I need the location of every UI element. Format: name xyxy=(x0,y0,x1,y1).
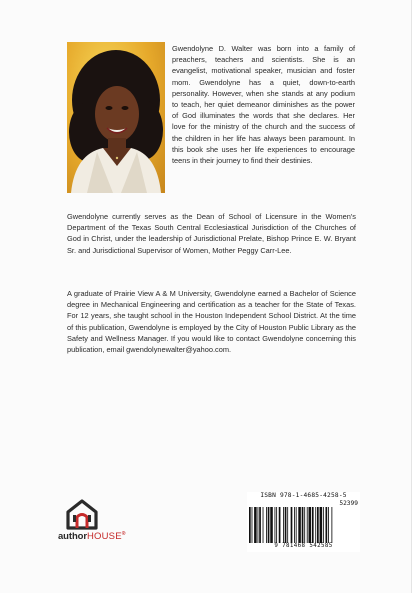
barcode-stripe xyxy=(268,507,270,543)
barcode-stripe xyxy=(249,507,251,543)
barcode-stripe xyxy=(304,507,305,543)
author-photo xyxy=(67,42,165,193)
barcode-stripe xyxy=(287,507,288,543)
barcode-stripe xyxy=(270,507,273,543)
barcode-stripe xyxy=(254,507,257,543)
barcode-stripe xyxy=(296,507,297,543)
barcode-stripe xyxy=(320,507,323,543)
barcode-stripe xyxy=(331,507,332,543)
barcode-stripe xyxy=(302,507,304,543)
publisher-name-part1: author xyxy=(58,531,87,543)
barcode-stripe xyxy=(312,507,314,543)
barcode-stripe xyxy=(279,507,281,543)
house-icon xyxy=(65,498,99,530)
barcode-stripe xyxy=(258,507,259,543)
bio-intro-text: Gwendolyne D. Walter was born into a family of preachers, teachers and scientists. She is an evangelist, motivational speaker, musician and foster mom. Gwendolyne has a quiet, down-to-earth personality. However, when she stands at any podium to teach, her quiet demeanor diminishes as the power of God illuminates the words that she declares. Her love for the ministry of the church and the success of the children in her life has always been paramount. In this book she uses her life experiences to encourage teens in their journey to find their destinies. xyxy=(172,44,355,166)
trademark-symbol: ® xyxy=(121,531,126,537)
barcode-stripe xyxy=(252,507,253,543)
bio-paragraph-3: A graduate of Prairie View A & M University, Gwendolyne earned a Bachelor of Science degree in Mechanical Engineering and certification as a teacher for the State of Texas. For 12 years, she taught school in the Houston Independent School District. At the time of this publication, Gwendolyne is employed by the City of Houston Public Library as the Safety and Wellness Manager. If you would like to contact Gwendolyne concerning this publication, email gwendolynewalter@yahoo.com. xyxy=(67,289,356,355)
barcode-stripe xyxy=(326,507,328,543)
barcode-stripe xyxy=(309,507,312,543)
barcode-stripe xyxy=(315,507,316,543)
barcode-stripe xyxy=(285,507,287,543)
publisher-name xyxy=(58,531,125,542)
barcode-stripe xyxy=(263,507,264,543)
barcode-stripe xyxy=(266,507,267,543)
barcode-stripe xyxy=(294,507,295,543)
barcode-stripe xyxy=(259,507,261,543)
barcode-stripe xyxy=(328,507,329,543)
isbn-barcode xyxy=(247,492,360,552)
barcode-stripe xyxy=(291,507,293,543)
barcode-stripe xyxy=(323,507,324,543)
barcode-stripe xyxy=(275,507,276,543)
publisher-logo xyxy=(58,498,136,548)
barcode-bars xyxy=(249,507,358,543)
isbn-number: ISBN 978-1-4685-4258-5 xyxy=(260,492,347,499)
publisher-name-part2: HOUSE xyxy=(86,531,122,543)
barcode-stripe xyxy=(307,507,308,543)
bio-paragraph-2: Gwendolyne currently serves as the Dean of School of Licensure in the Women's Department of the Texas South Central Ecclesiastical Jurisdiction of the Churches of God in Christ, under the leadership of Jurisdictional Prelate, Bishop Prince E. W. Bryant Sr. and Jurisdictional Supervisor of Women, Mother Peggy Carr-Lee. xyxy=(67,212,356,255)
barcode-digits: 9 781468 542585 xyxy=(274,543,333,549)
barcode-stripe xyxy=(283,507,284,543)
price-code: 52399 xyxy=(339,500,358,507)
barcode-stripe xyxy=(317,507,319,543)
barcode-stripe xyxy=(276,507,277,543)
barcode-stripe xyxy=(298,507,301,543)
